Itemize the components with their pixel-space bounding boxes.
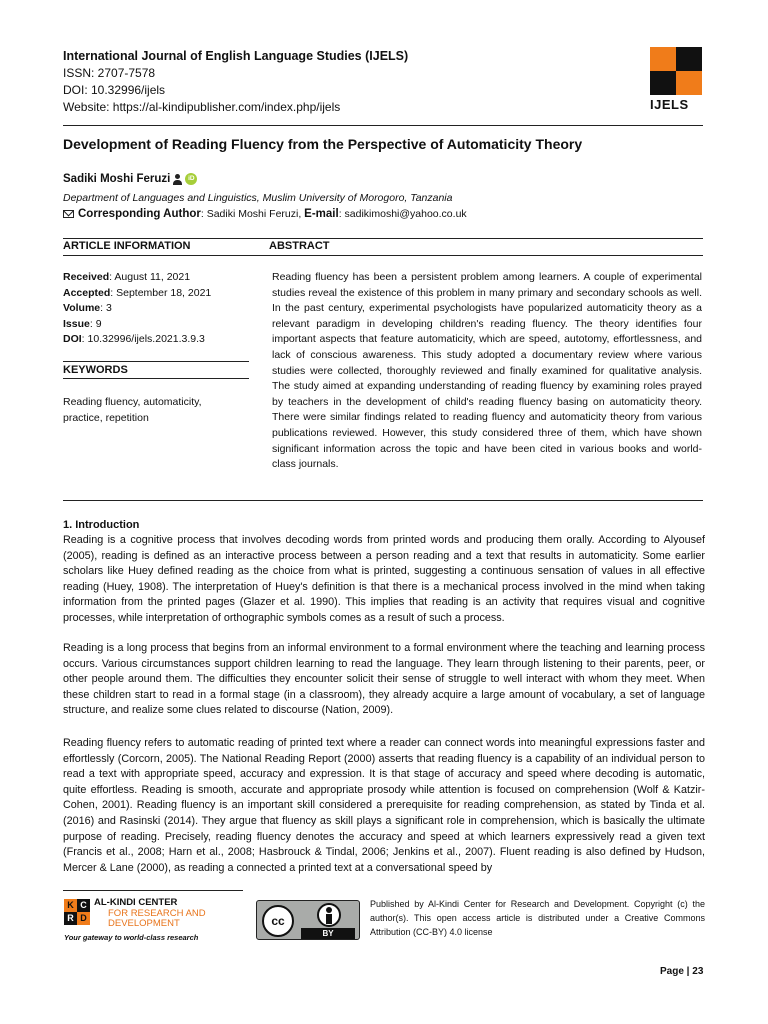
- intro-paragraph-3: Reading fluency refers to automatic reading of printed text where a reader can connect words into meaningful expressions faster and effortlessly (Corcorn, 2005). The National Reading Report (2000) asserts that reading fluency is a capability of an individual person to read a text with appropriate speed, accuracy and expression. It is that stage of accuracy and speed where decoding is automatic, quite effortless. Reading is smooth, accurate and appropriate prosody while attention is focused on comprehension (Wolf & Katzir-Cohen, 2001). Reading fluency is an important skill considered a prerequisite for reading comprehension, as stated by Tinda et al. (2016) and Rasinski (2014). They argue that fluency as skill plays a significant role in comprehension, which is basically the ultimate purpose of reading. Precisely, reading fluency denotes the accuracy and speed at which learners expressively read a given text (Francis et al., 2008; Harn et al., 2008; Hasbrouck & Tindal, 2006; Jenkins et al., 2007). Fluent reading is also defined by Hudson, Mercer & Lane (2000), as reading a connected a printed text at a conversational speed by: [63, 737, 705, 874]
- journal-website[interactable]: Website: https://al-kindipublisher.com/index.php/ijels: [63, 100, 341, 114]
- attribution-icon: [317, 903, 341, 927]
- logo-text: IJELS: [650, 97, 689, 112]
- abstract-heading: ABSTRACT: [269, 240, 330, 252]
- journal-title: International Journal of English Language Studies (IJELS): [63, 49, 409, 63]
- doi-row: DOI: 10.32996/ijels.2021.3.9.3: [63, 333, 205, 346]
- keywords-top-rule: [63, 361, 249, 362]
- logo-squares-icon: [650, 47, 702, 95]
- corr-label: Corresponding Author: [78, 208, 201, 220]
- article-info-heading: ARTICLE INFORMATION: [63, 240, 191, 252]
- envelope-icon: [63, 210, 74, 218]
- corr-name: : Sadiki Moshi Feruzi,: [200, 208, 305, 220]
- author-affiliation: Department of Languages and Linguistics, Muslim University of Morogoro, Tanzania: [63, 192, 453, 204]
- cc-icon: cc: [262, 905, 294, 937]
- abstract-bottom-rule: [63, 500, 703, 501]
- journal-issn: ISSN: 2707-7578: [63, 66, 156, 80]
- journal-header: [63, 48, 643, 116]
- kindi-name-2: FOR RESEARCH AND DEVELOPMENT: [108, 908, 206, 929]
- email-label: E-mail: [304, 208, 339, 220]
- person-icon: [173, 174, 182, 185]
- cc-by-badge[interactable]: [256, 900, 360, 940]
- received-row: Received: August 11, 2021: [63, 271, 191, 283]
- journal-doi: DOI: 10.32996/ijels: [63, 83, 166, 97]
- publisher-note: Published by Al-Kindi Center for Research and Development. Copyright (c) the author(s). This open access article is distributed under a Creative Commons Attribution (CC-BY) 4.0 license: [370, 899, 705, 937]
- article-meta: [63, 270, 211, 348]
- intro-heading: 1. Introduction: [63, 519, 140, 531]
- kindi-tagline: Your gateway to world-class research: [64, 933, 199, 942]
- article-doi[interactable]: : 10.32996/ijels.2021.3.9.3: [81, 333, 205, 346]
- keywords-bottom-rule: [63, 378, 249, 379]
- issue-row: Issue: 9: [63, 317, 102, 330]
- author-line: [63, 173, 197, 185]
- corr-email[interactable]: : sadikimoshi@yahoo.co.uk: [338, 208, 467, 220]
- keywords-heading: KEYWORDS: [63, 364, 128, 376]
- header-rule: [63, 125, 703, 126]
- ijels-logo: [650, 47, 702, 112]
- info-top-rule: [63, 238, 703, 239]
- footer-rule: [63, 890, 243, 891]
- article-title: Development of Reading Fluency from the Perspective of Automaticity Theory: [63, 136, 583, 152]
- author-name: Sadiki Moshi Feruzi: [63, 173, 171, 185]
- orcid-icon[interactable]: iD: [185, 173, 197, 185]
- intro-paragraph-1: Reading is a cognitive process that involves decoding words from printed words and producing them orally. According to Alyousef (2005), reading is defined as an interactive process between a person reading and a text that results in automaticity. Some earlier scholars like Huey defined reading as the choice from what is printed, suggesting a continuous sensation of values in all effective reading (Huey, 1908). The interpretation of Huey's definition is that there is a mechanical process involved in the mind when taking information from the printed pages (Glazer et al. 1990). This implies that reading is an activity that requires visual and cognitive processes, while interpretation of orthographic symbols comes as a result of such a process.: [63, 534, 705, 624]
- intro-paragraph-2: Reading is a long process that begins from an informal environment to a formal environment where the teaching and learning process occurs. Various circumstances support children learning to read the language. They learn through listening to their parents, peer, or other people around them. The difficulties they encounter solicit their sense of struggle to well interact with whom they meet. When these children start to read in a formal stage (in a classroom), they already acquire a large amount of vocabulary, a set of language structure, and realize some clues related to discourse (Nation, 2009).: [63, 642, 705, 717]
- abstract-text: Reading fluency has been a persistent problem among learners. A couple of experimental studies reveal the existence of this problem in many primary and secondary schools as well. In the past century, experimental psychologists have popularized automaticity theory as a relevant paradigm in developing children's reading fluency. The theory identifies four important aspects that feature automaticity, which are speed, autotomy, effortlessness, and lack of conscious awareness. This study adopted a documentary review where various studies were collected, thoroughly reviewed and finally examined for qualitative analysis. The study aimed at expanding understanding of reading fluency by examining roles prayed by teachers in the development of child's reading fluency basing on automaticity theory. There were similar findings related to reading fluency and automaticity theory from various publications reviewed. However, this study considered three of them, which have shown significant information across the topic and have been cited in various books and world-class journals.: [272, 271, 702, 471]
- volume-row: Volume: 3: [63, 302, 112, 315]
- info-heading-rule: [63, 255, 703, 256]
- accepted-row: Accepted: September 18, 2021: [63, 286, 212, 299]
- page-number: Page | 23: [660, 966, 704, 977]
- kindi-name-1: AL-KINDI CENTER: [94, 897, 178, 908]
- keywords-text: Reading fluency, automaticity, practice, repetition: [63, 396, 202, 424]
- corresponding-author: [63, 208, 467, 220]
- kindi-letters-icon: K C R D: [64, 899, 90, 925]
- by-label: BY: [301, 928, 355, 939]
